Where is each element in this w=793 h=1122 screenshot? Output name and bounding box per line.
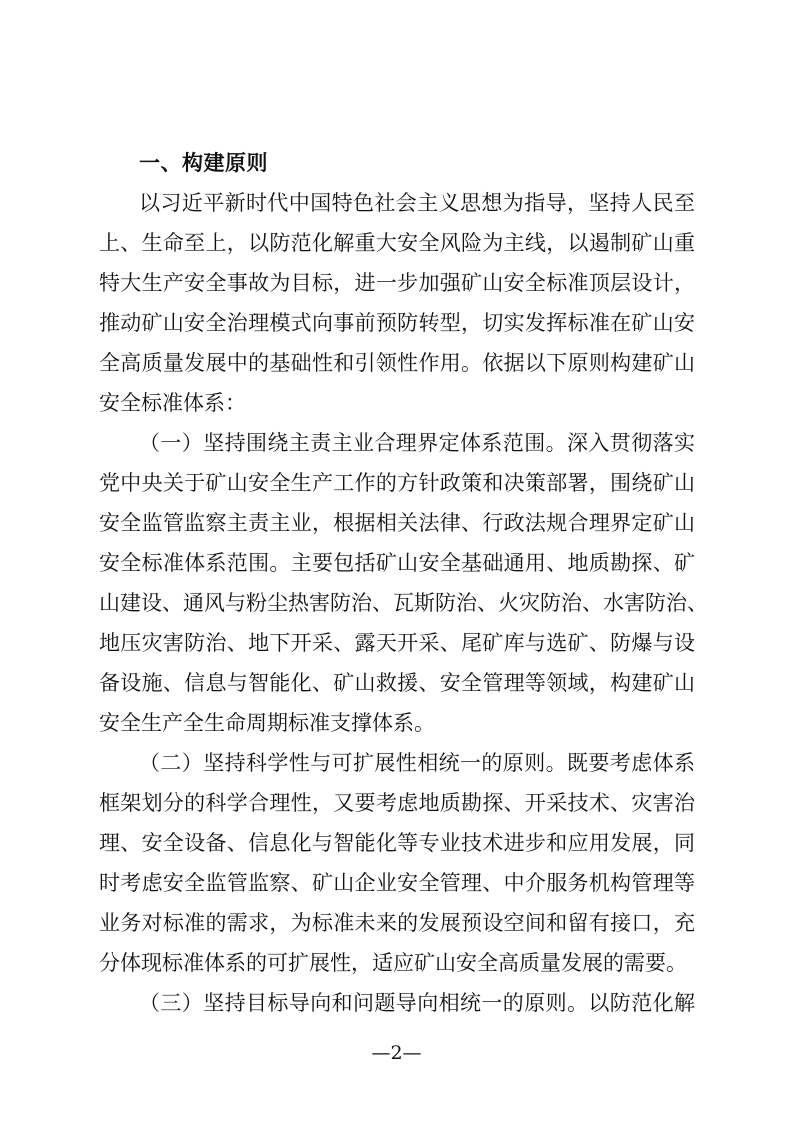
text-line-11: 山建设、通风与粉尘热害防治、瓦斯防治、火灾防治、水害防治、 bbox=[99, 591, 708, 615]
text-line-7: （一）坚持围绕主责主业合理界定体系范围。深入贯彻落实 bbox=[139, 431, 695, 455]
text-line-15: （二）坚持科学性与可扩展性相统一的原则。既要考虑体系 bbox=[139, 751, 695, 775]
text-line-20: 分体现标准体系的可扩展性，适应矿山安全高质量发展的需要。 bbox=[99, 951, 687, 975]
text-line-1: 以习近平新时代中国特色社会主义思想为指导，坚持人民至 bbox=[139, 191, 695, 215]
page-number: —2— bbox=[371, 1042, 422, 1064]
text-line-9: 安全监管监察主责主业，根据相关法律、行政法规合理界定矿山 bbox=[99, 511, 695, 535]
text-line-2: 上、生命至上，以防范化解重大安全风险为主线，以遏制矿山重 bbox=[99, 231, 695, 255]
section-heading: 一、构建原则 bbox=[139, 151, 268, 175]
text-line-14: 安全生产全生命周期标准支撑体系。 bbox=[99, 711, 435, 735]
text-line-19: 业务对标准的需求，为标准未来的发展预设空间和留有接口，充 bbox=[99, 911, 695, 935]
text-line-17: 理、安全设备、信息化与智能化等专业技术进步和应用发展，同 bbox=[99, 831, 695, 855]
text-line-6: 安全标准体系： bbox=[99, 391, 246, 415]
text-line-4: 推动矿山安全治理模式向事前预防转型，切实发挥标准在矿山安 bbox=[99, 311, 695, 335]
text-line-16: 框架划分的科学合理性，又要考虑地质勘探、开采技术、灾害治 bbox=[99, 791, 695, 815]
text-line-21: （三）坚持目标导向和问题导向相统一的原则。以防范化解 bbox=[139, 991, 695, 1015]
text-line-10: 安全标准体系范围。主要包括矿山安全基础通用、地质勘探、矿 bbox=[99, 551, 695, 575]
text-line-12: 地压灾害防治、地下开采、露天开采、尾矿库与选矿、防爆与设 bbox=[99, 631, 695, 655]
text-line-18: 时考虑安全监管监察、矿山企业安全管理、中介服务机构管理等 bbox=[99, 871, 695, 895]
text-line-8: 党中央关于矿山安全生产工作的方针政策和决策部署，围绕矿山 bbox=[99, 471, 695, 495]
text-line-3: 特大生产安全事故为目标，进一步加强矿山安全标准顶层设计， bbox=[99, 271, 695, 295]
text-line-5: 全高质量发展中的基础性和引领性作用。依据以下原则构建矿山 bbox=[99, 351, 695, 375]
text-line-13: 备设施、信息与智能化、矿山救援、安全管理等领域，构建矿山 bbox=[99, 671, 695, 695]
